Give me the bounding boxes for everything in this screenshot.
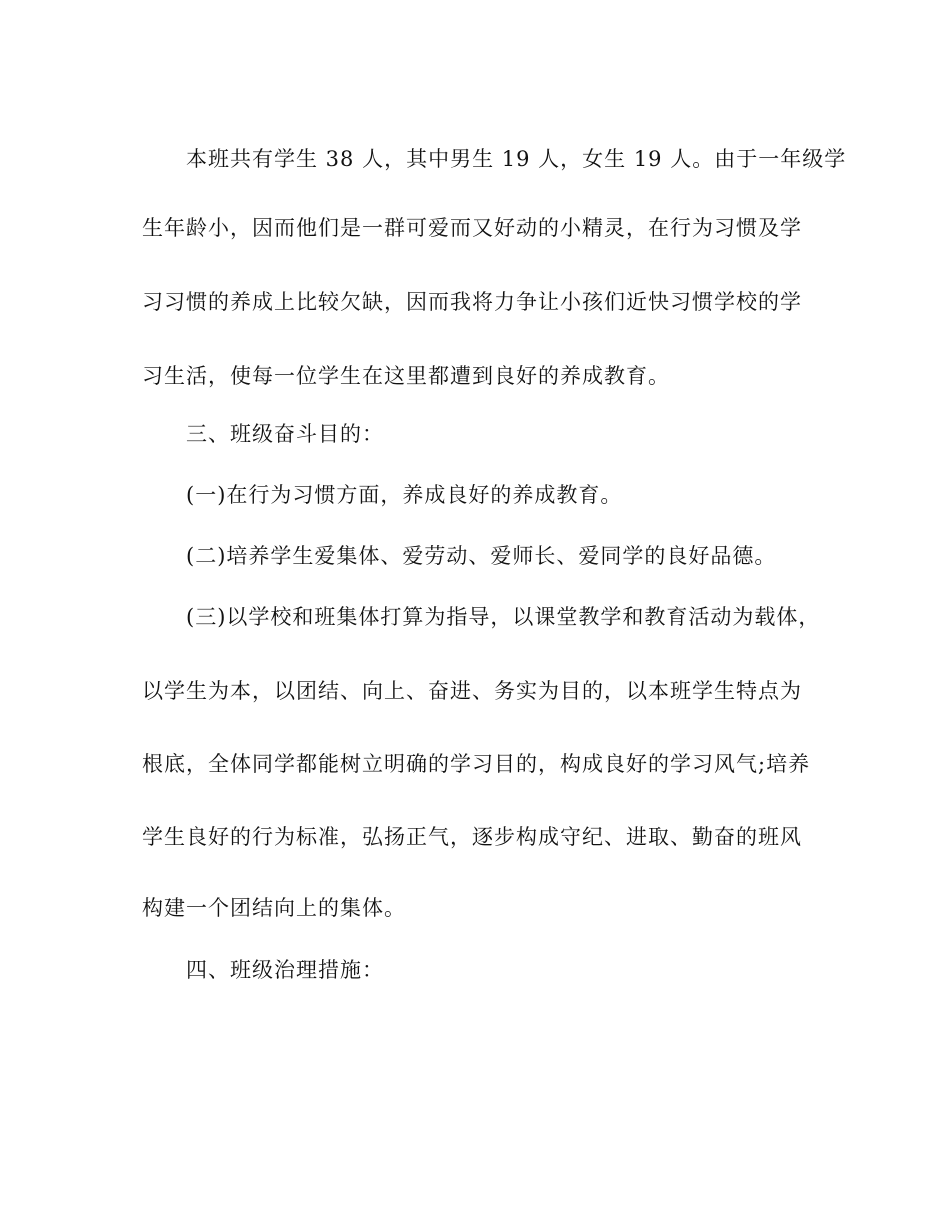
paragraph-line: 以学生为本，以团结、向上、奋进、务实为目的，以本班学生特点为: [142, 679, 802, 703]
list-item: (二)培养学生爱集体、爱劳动、爱师长、爱同学的良好品德。: [186, 544, 777, 568]
paragraph-line: 习习惯的养成上比较欠缺，因而我将力争让小孩们近快习惯学校的学: [142, 290, 802, 314]
paragraph-line: 本班共有学生 38 人，其中男生 19 人，女生 19 人。由于一年级学: [186, 147, 847, 171]
section-heading: 四、班级治理措施：: [186, 958, 384, 982]
list-item: (一)在行为习惯方面，养成良好的养成教育。: [186, 483, 623, 507]
paragraph-line: 根底，全体同学都能树立明确的学习目的，构成良好的学习风气;培养: [142, 752, 811, 776]
paragraph-line: 习生活，使每一位学生在这里都遭到良好的养成教育。: [142, 364, 670, 388]
list-item: (三)以学校和班集体打算为指导，以课堂教学和教育活动为载体，: [186, 605, 821, 629]
paragraph-line: 构建一个团结向上的集体。: [142, 896, 406, 920]
paragraph-line: 生年龄小，因而他们是一群可爱而又好动的小精灵，在行为习惯及学: [142, 216, 802, 240]
section-heading: 三、班级奋斗目的：: [186, 422, 384, 446]
paragraph-line: 学生良好的行为标准，弘扬正气，逐步构成守纪、进取、勤奋的班风: [142, 825, 802, 849]
